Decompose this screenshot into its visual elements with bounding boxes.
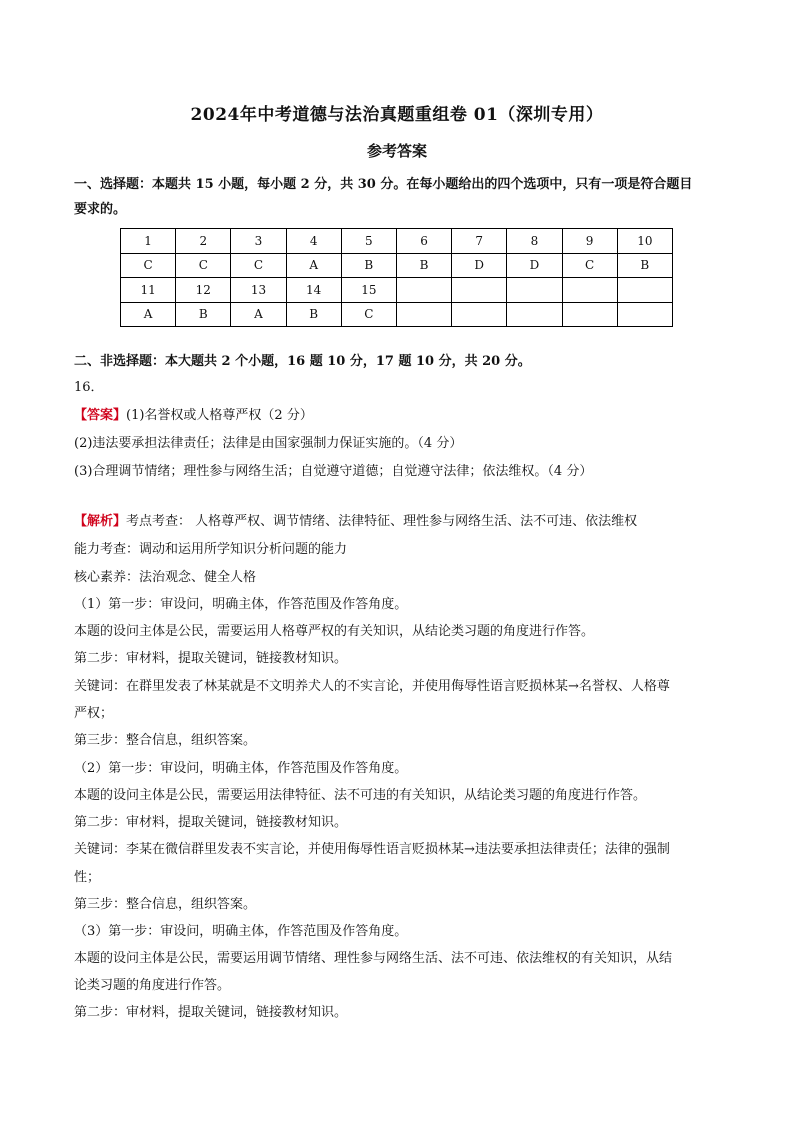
- table-cell: [562, 302, 617, 327]
- table-cell: C: [231, 253, 286, 278]
- table-cell: 3: [231, 229, 286, 254]
- question-number: 16．: [74, 380, 104, 395]
- analysis-line-2: 能力考查：调动和运用所学知识分析问题的能力: [74, 542, 348, 557]
- table-cell: D: [507, 253, 562, 278]
- table-row: [121, 302, 673, 327]
- table-cell: D: [452, 253, 507, 278]
- analysis-line-7: 关键词：在群里发表了林某就是不文明养犬人的不实言论，并使用侮辱性语言贬损林某→名誉权、人格尊: [74, 679, 670, 694]
- table-cell: [452, 278, 507, 303]
- section1-line2: 要求的。: [74, 202, 127, 217]
- table-cell: C: [176, 253, 231, 278]
- section2-heading: 二、非选择题：本大题共 2 个小题，16 题 10 分，17 题 10 分，共 20 分。: [74, 354, 531, 369]
- table-cell: [507, 302, 562, 327]
- analysis-line-18: 论类习题的角度进行作答。: [74, 978, 231, 993]
- answer-line-1: [74, 407, 313, 425]
- analysis-line-10: （2）第一步：审设问，明确主体，作答范围及作答角度。: [74, 761, 408, 776]
- analysis-line-4: （1）第一步：审设问，明确主体，作答范围及作答角度。: [74, 597, 408, 612]
- table-cell: [507, 278, 562, 303]
- analysis-tag: 【解析】: [74, 514, 127, 529]
- table-cell: 15: [341, 278, 396, 303]
- table-cell: B: [341, 253, 396, 278]
- page-subtitle: 参考答案: [366, 142, 427, 160]
- table-cell: [617, 302, 672, 327]
- table-cell: 12: [176, 278, 231, 303]
- table-cell: 9: [562, 229, 617, 254]
- table-cell: C: [562, 253, 617, 278]
- table-cell: [562, 278, 617, 303]
- table-cell: 7: [452, 229, 507, 254]
- table-cell: C: [121, 253, 176, 278]
- table-cell: 13: [231, 278, 286, 303]
- table-cell: 10: [617, 229, 672, 254]
- analysis-line-14: 性；: [74, 870, 101, 885]
- table-cell: 6: [396, 229, 451, 254]
- table-cell: B: [617, 253, 672, 278]
- analysis-line-3: 核心素养：法治观念、健全人格: [74, 570, 257, 585]
- analysis-line-1: [74, 513, 637, 531]
- table-cell: A: [286, 253, 341, 278]
- analysis-line-6: 第二步：审材料，提取关键词，链接教材知识。: [74, 651, 348, 666]
- analysis-line-8: 严权；: [74, 706, 114, 721]
- analysis-text-1: 考点考查： 人格尊严权、调节情绪、法律特征、理性参与网络生活、法不可违、依法维权: [126, 514, 638, 529]
- table-cell: A: [231, 302, 286, 327]
- analysis-line-15: 第三步：整合信息，组织答案。: [74, 897, 257, 912]
- analysis-line-19: 第二步：审材料，提取关键词，链接教材知识。: [74, 1005, 348, 1020]
- analysis-line-11: 本题的设问主体是公民，需要运用法律特征、法不可违的有关知识，从结论类习题的角度进行作答。: [74, 788, 647, 803]
- section1-line1: 一、选择题：本题共 15 小题，每小题 2 分，共 30 分。在每小题给出的四个选项中，只有一项是符合题目: [74, 177, 693, 192]
- analysis-line-12: 第二步：审材料，提取关键词，链接教材知识。: [74, 815, 348, 830]
- table-cell: [396, 278, 451, 303]
- table-cell: B: [286, 302, 341, 327]
- analysis-line-13: 关键词：李某在微信群里发表不实言论，并使用侮辱性语言贬损林某→违法要承担法律责任；法律的强制: [74, 842, 670, 857]
- table-cell: 11: [121, 278, 176, 303]
- table-cell: C: [341, 302, 396, 327]
- table-cell: A: [121, 302, 176, 327]
- table-row: [121, 253, 673, 278]
- answer-text-1: (1)名誉权或人格尊严权（2 分）: [126, 408, 313, 423]
- analysis-line-17: 本题的设问主体是公民，需要运用调节情绪、理性参与网络生活、法不可违、依法维权的有关知识，从结: [74, 951, 673, 966]
- table-cell: 1: [121, 229, 176, 254]
- table-cell: 14: [286, 278, 341, 303]
- analysis-line-5: 本题的设问主体是公民，需要运用人格尊严权的有关知识，从结论类习题的角度进行作答。: [74, 624, 595, 639]
- table-cell: 2: [176, 229, 231, 254]
- table-cell: 5: [341, 229, 396, 254]
- table-cell: [617, 278, 672, 303]
- table-cell: [396, 302, 451, 327]
- analysis-line-16: （3）第一步：审设问，明确主体，作答范围及作答角度。: [74, 924, 408, 939]
- table-cell: 4: [286, 229, 341, 254]
- answer-line-2: (2)违法要承担法律责任；法律是由国家强制力保证实施的。（4 分）: [74, 436, 463, 451]
- table-cell: B: [396, 253, 451, 278]
- analysis-line-9: 第三步：整合信息，组织答案。: [74, 733, 257, 748]
- table-row: [121, 229, 673, 254]
- table-cell: [452, 302, 507, 327]
- table-cell: B: [176, 302, 231, 327]
- answer-table: [120, 228, 673, 327]
- page-title: 2024年中考道德与法治真题重组卷 01（深圳专用）: [190, 105, 604, 125]
- table-row: [121, 278, 673, 303]
- table-cell: 8: [507, 229, 562, 254]
- answer-tag: 【答案】: [74, 408, 127, 423]
- answer-line-3: (3)合理调节情绪；理性参与网络生活；自觉遵守道德；自觉遵守法律；依法维权。（4 分）: [74, 464, 593, 479]
